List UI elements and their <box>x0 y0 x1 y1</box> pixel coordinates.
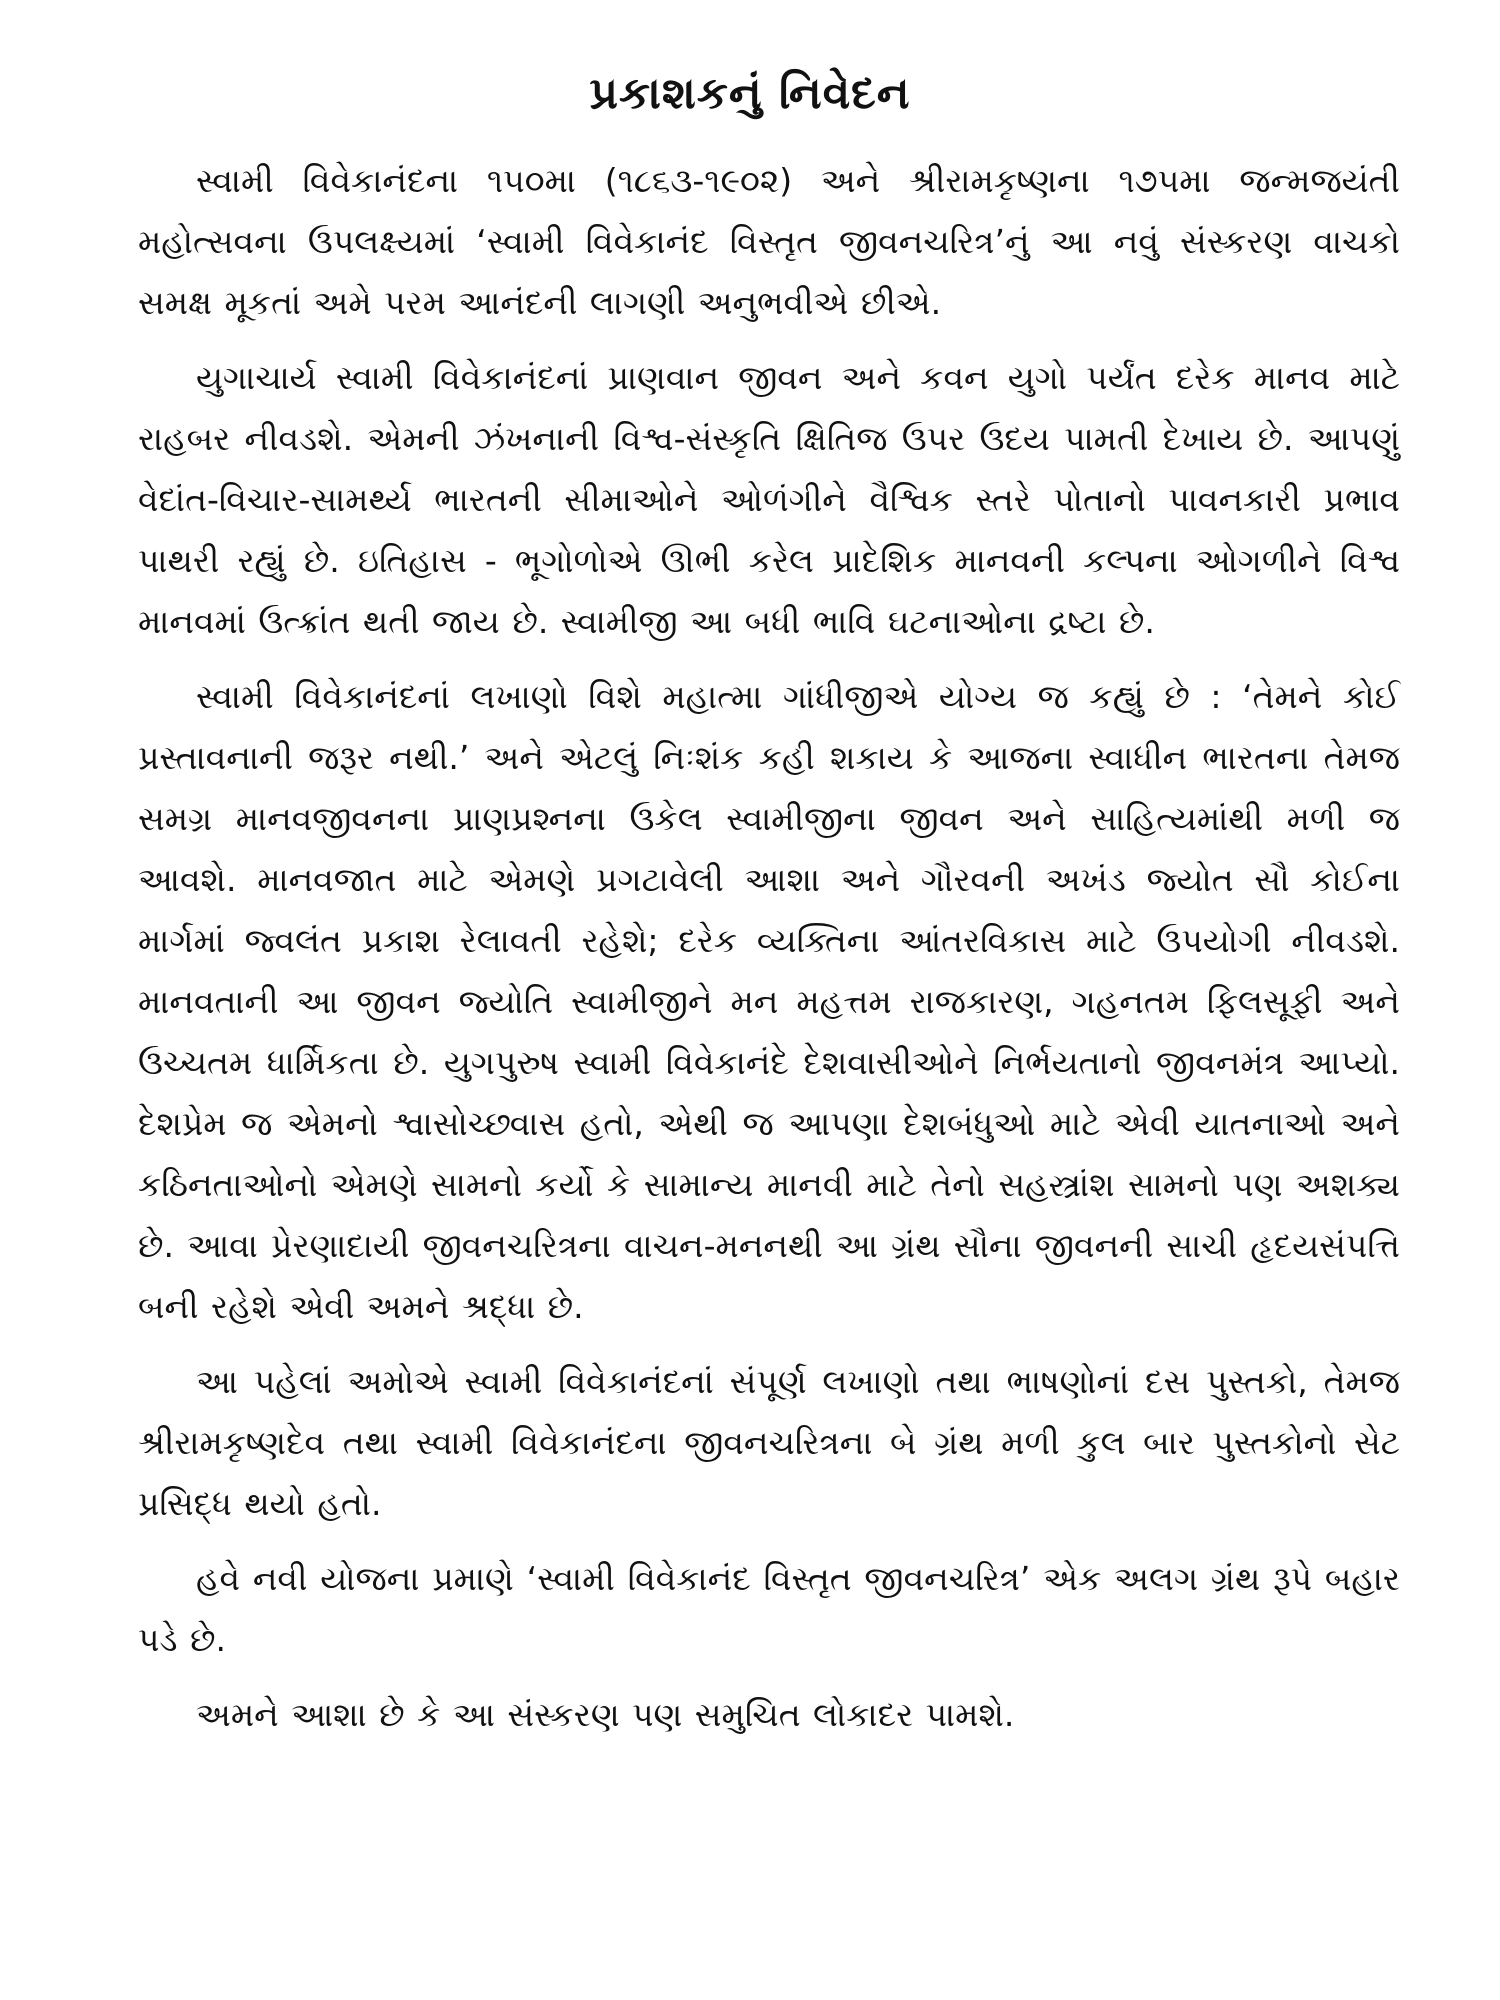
paragraph-2: યુગાચાર્ય સ્વામી વિવેકાનંદનાં પ્રાણવાન જીવન અને કવન યુગો પર્યંત દરેક માનવ માટે રાહબર નીવડશે. એમની ઝંખનાની વિશ્વ-સંસ્કૃતિ ક્ષિતિજ ઉપર ઉદય પામતી દેખાય છે. આપણું વેદાંત-વિચાર-સામર્થ્ય ભારતની સીમાઓને ઓળંગીને વૈશ્વિક સ્તરે પોતાનો પાવનકારી પ્રભાવ પાથરી રહ્યું છે. ઇતિહાસ - ભૂગોળોએ ઊભી કરેલ પ્રાદેશિક માનવની કલ્પના ઓગળીને વિશ્વ માનવમાં ઉત્ક્રાંત થતી જાય છે. સ્વામીજી આ બધી ભાવિ ઘટનાઓના દ્રષ્ટા છે. <box>138 358 1400 641</box>
paragraph-1: સ્વામી વિવેકાનંદના ૧૫૦મા (૧૮૬૩-૧૯૦૨) અને શ્રીરામકૃષ્ણના ૧૭૫મા જન્મજયંતી મહોત્સવના ઉપલક્ષ્યમાં ‘સ્વામી વિવેકાનંદ વિસ્તૃત જીવનચરિત્ર’નું આ નવું સંસ્કરણ વાચકો સમક્ષ મૂકતાં અમે પરમ આનંદની લાગણી અનુભવીએ છીએ. <box>138 161 1400 322</box>
page-title: પ્રકાશકનું નિવેદન <box>589 68 911 119</box>
paragraph-5: હવે નવી યોજના પ્રમાણે ‘સ્વામી વિવેકાનંદ વિસ્તૃત જીવનચરિત્ર’ એક અલગ ગ્રંથ રૂપે બહાર પડે છે. <box>138 1559 1400 1659</box>
paragraph-3: સ્વામી વિવેકાનંદનાં લખાણો વિશે મહાત્મા ગાંધીજીએ યોગ્ય જ કહ્યું છે : ‘તેમને કોઈ પ્રસ્તાવનાની જરૂર નથી.’ અને એટલું નિઃશંક કહી શકાય કે આજના સ્વાધીન ભારતના તેમજ સમગ્ર માનવજીવનના પ્રાણપ્રશ્નના ઉકેલ સ્વામીજીના જીવન અને સાહિત્યમાંથી મળી જ આવશે. માનવજાત માટે એમણે પ્રગટાવેલી આશા અને ગૌરવની અખંડ જ્યોત સૌ કોઈના માર્ગમાં જ્વલંત પ્રકાશ રેલાવતી રહેશે; દરેક વ્યક્તિના આંતરવિકાસ માટે ઉપયોગી નીવડશે. માનવતાની આ જીવન જ્યોતિ સ્વામીજીને મન મહત્તમ રાજકારણ, ગહનતમ ફિલસૂફી અને ઉચ્ચતમ ધાર્મિકતા છે. યુગપુરુષ સ્વામી વિવેકાનંદે દેશવાસીઓને નિર્ભયતાનો જીવનમંત્ર આપ્યો. દેશપ્રેમ જ એમનો શ્વાસોચ્છ્વાસ હતો, એથી જ આપણા દેશબંધુઓ માટે એવી યાતનાઓ અને કઠિનતાઓનો એમણે સામનો કર્યો કે સામાન્ય માનવી માટે તેનો સહસ્ત્રાંશ સામનો પણ અશક્ય છે. આવા પ્રેરણાદાયી જીવનચરિત્રના વાચન-મનનથી આ ગ્રંથ સૌના જીવનની સાચી હૃદયસંપત્તિ બની રહેશે એવી અમને શ્રદ્ધા છે. <box>138 677 1400 1326</box>
paragraph-6: અમને આશા છે કે આ સંસ્કરણ પણ સમુચિત લોકાદર પામશે. <box>196 1695 1015 1734</box>
document-body <box>138 150 1400 1759</box>
paragraph-4: આ પહેલાં અમોએ સ્વામી વિવેકાનંદનાં સંપૂર્ણ લખાણો તથા ભાષણોનાં દસ પુસ્તકો, તેમજ શ્રીરામકૃષ્ણદેવ તથા સ્વામી વિવેકાનંદના જીવનચરિત્રના બે ગ્રંથ મળી કુલ બાર પુસ્તકોનો સેટ પ્રસિદ્ધ થયો હતો. <box>138 1362 1400 1523</box>
